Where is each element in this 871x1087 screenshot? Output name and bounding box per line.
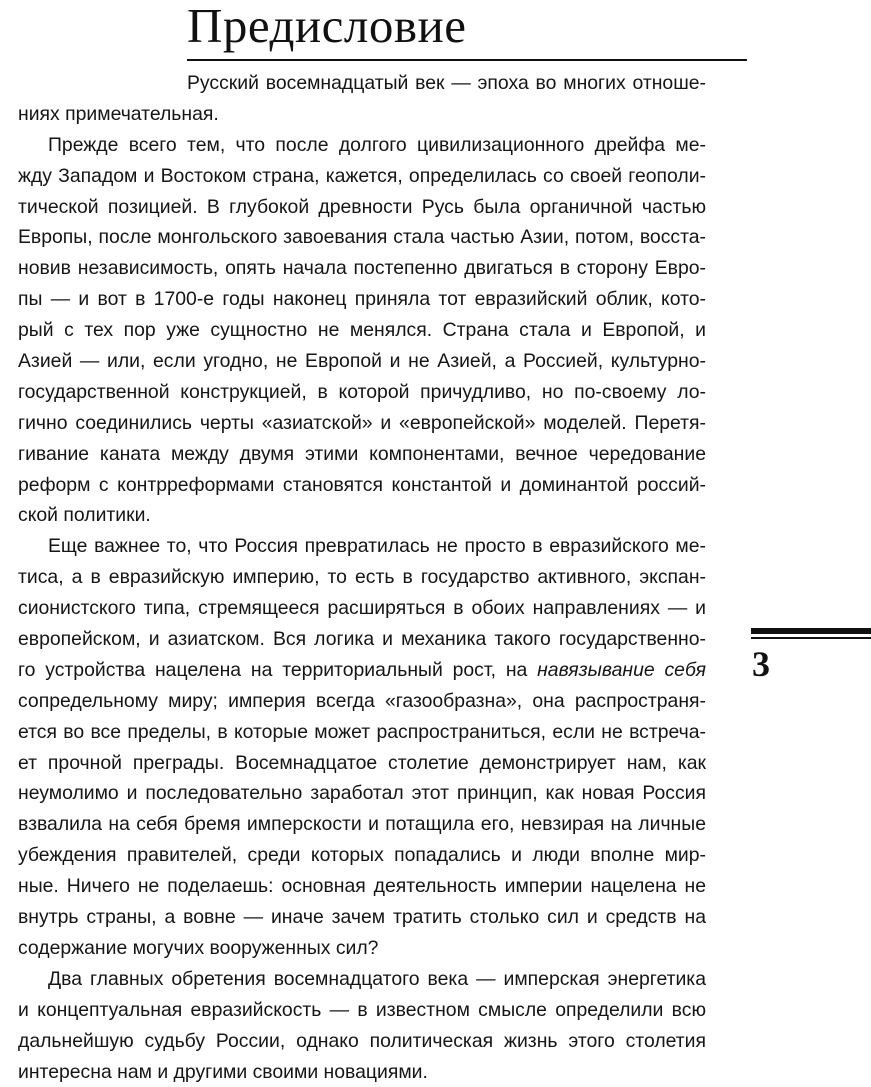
text-line: интересна нам и другими своими новациями. [18, 1057, 706, 1087]
body-text [18, 68, 706, 1087]
text-line: ется во все пределы, в которые может распространиться, если не встреча- [18, 717, 706, 748]
title-underline [187, 59, 747, 61]
text-line: гично соединились черты «азиатской» и «европейской» моделей. Перетя- [18, 408, 706, 439]
chapter-title: Предисловие [187, 0, 466, 52]
text-line: и концептуальная евразийскость — в известном смысле определили всю [18, 995, 706, 1026]
text-line: сионистского типа, стремящееся расширяться в обоих направлениях — и [18, 593, 706, 624]
text-line: Азией — или, если угодно, не Европой и не Азией, а Россией, культурно- [18, 346, 706, 377]
text-line: Прежде всего тем, что после долгого цивилизационного дрейфа ме- [18, 130, 706, 161]
text-line: государственной конструкцией, в которой причудливо, но по-своему ло- [18, 377, 706, 408]
emphasis: навязывание себя [537, 659, 706, 681]
text-line: убеждения правителей, среди которых попадались и люди вполне мир- [18, 840, 706, 871]
page-number: 3 [752, 644, 770, 684]
text-line: жду Западом и Востоком страна, кажется, определилась со своей геополи- [18, 161, 706, 192]
text-line: сопредельному миру; империя всегда «газообразна», она распространя- [18, 686, 706, 717]
text-line: пы — и вот в 1700-е годы наконец приняла тот евразийский облик, кото- [18, 284, 706, 315]
text-line: Еще важнее то, что Россия превратилась не просто в евразийского ме- [18, 531, 706, 562]
page-marker-rule [751, 628, 871, 634]
text-line: внутрь страны, а вовне — иначе зачем тратить столько сил и средств на [18, 902, 706, 933]
text-line: ет прочной преграды. Восемнадцатое столетие демонстрирует нам, как [18, 748, 706, 779]
text-line: взвалила на себя бремя имперскости и потащила его, невзирая на личные [18, 809, 706, 840]
text-line: содержание могучих вооруженных сил? [18, 933, 706, 964]
text-line: дальнейшую судьбу России, однако политическая жизнь этого столетия [18, 1026, 706, 1057]
text-line: реформ с контрреформами становятся константой и доминантой россий- [18, 470, 706, 501]
text-line: гивание каната между двумя этими компонентами, вечное чередование [18, 439, 706, 470]
text-line: тиса, а в евразийскую империю, то есть в государство активного, экспан- [18, 562, 706, 593]
text-line: рый с тех пор уже сущностно не менялся. Страна стала и Европой, и [18, 315, 706, 346]
text-line: Европы, после монгольского завоевания стала частью Азии, потом, восста- [18, 222, 706, 253]
text-line: ниях примечательная. [18, 99, 706, 130]
text-line: новив независимость, опять начала постепенно двигаться в сторону Евро- [18, 253, 706, 284]
page-marker-rule-thin [751, 637, 871, 639]
text-line: го устройства нацелена на территориальный рост, на навязывание себя [18, 655, 706, 686]
text-line: Два главных обретения восемнадцатого века — имперская энергетика [18, 964, 706, 995]
text-line: ской политики. [18, 500, 706, 531]
text-line: европейском, и азиатском. Вся логика и механика такого государственно- [18, 624, 706, 655]
text-line: ные. Ничего не поделаешь: основная деятельность империи нацелена не [18, 871, 706, 902]
text-line: Русский восемнадцатый век — эпоха во многих отноше- [187, 68, 706, 99]
text-line: тической позицией. В глубокой древности Русь была органичной частью [18, 192, 706, 223]
text-line: неумолимо и последовательно заработал этот принцип, как новая Россия [18, 778, 706, 809]
